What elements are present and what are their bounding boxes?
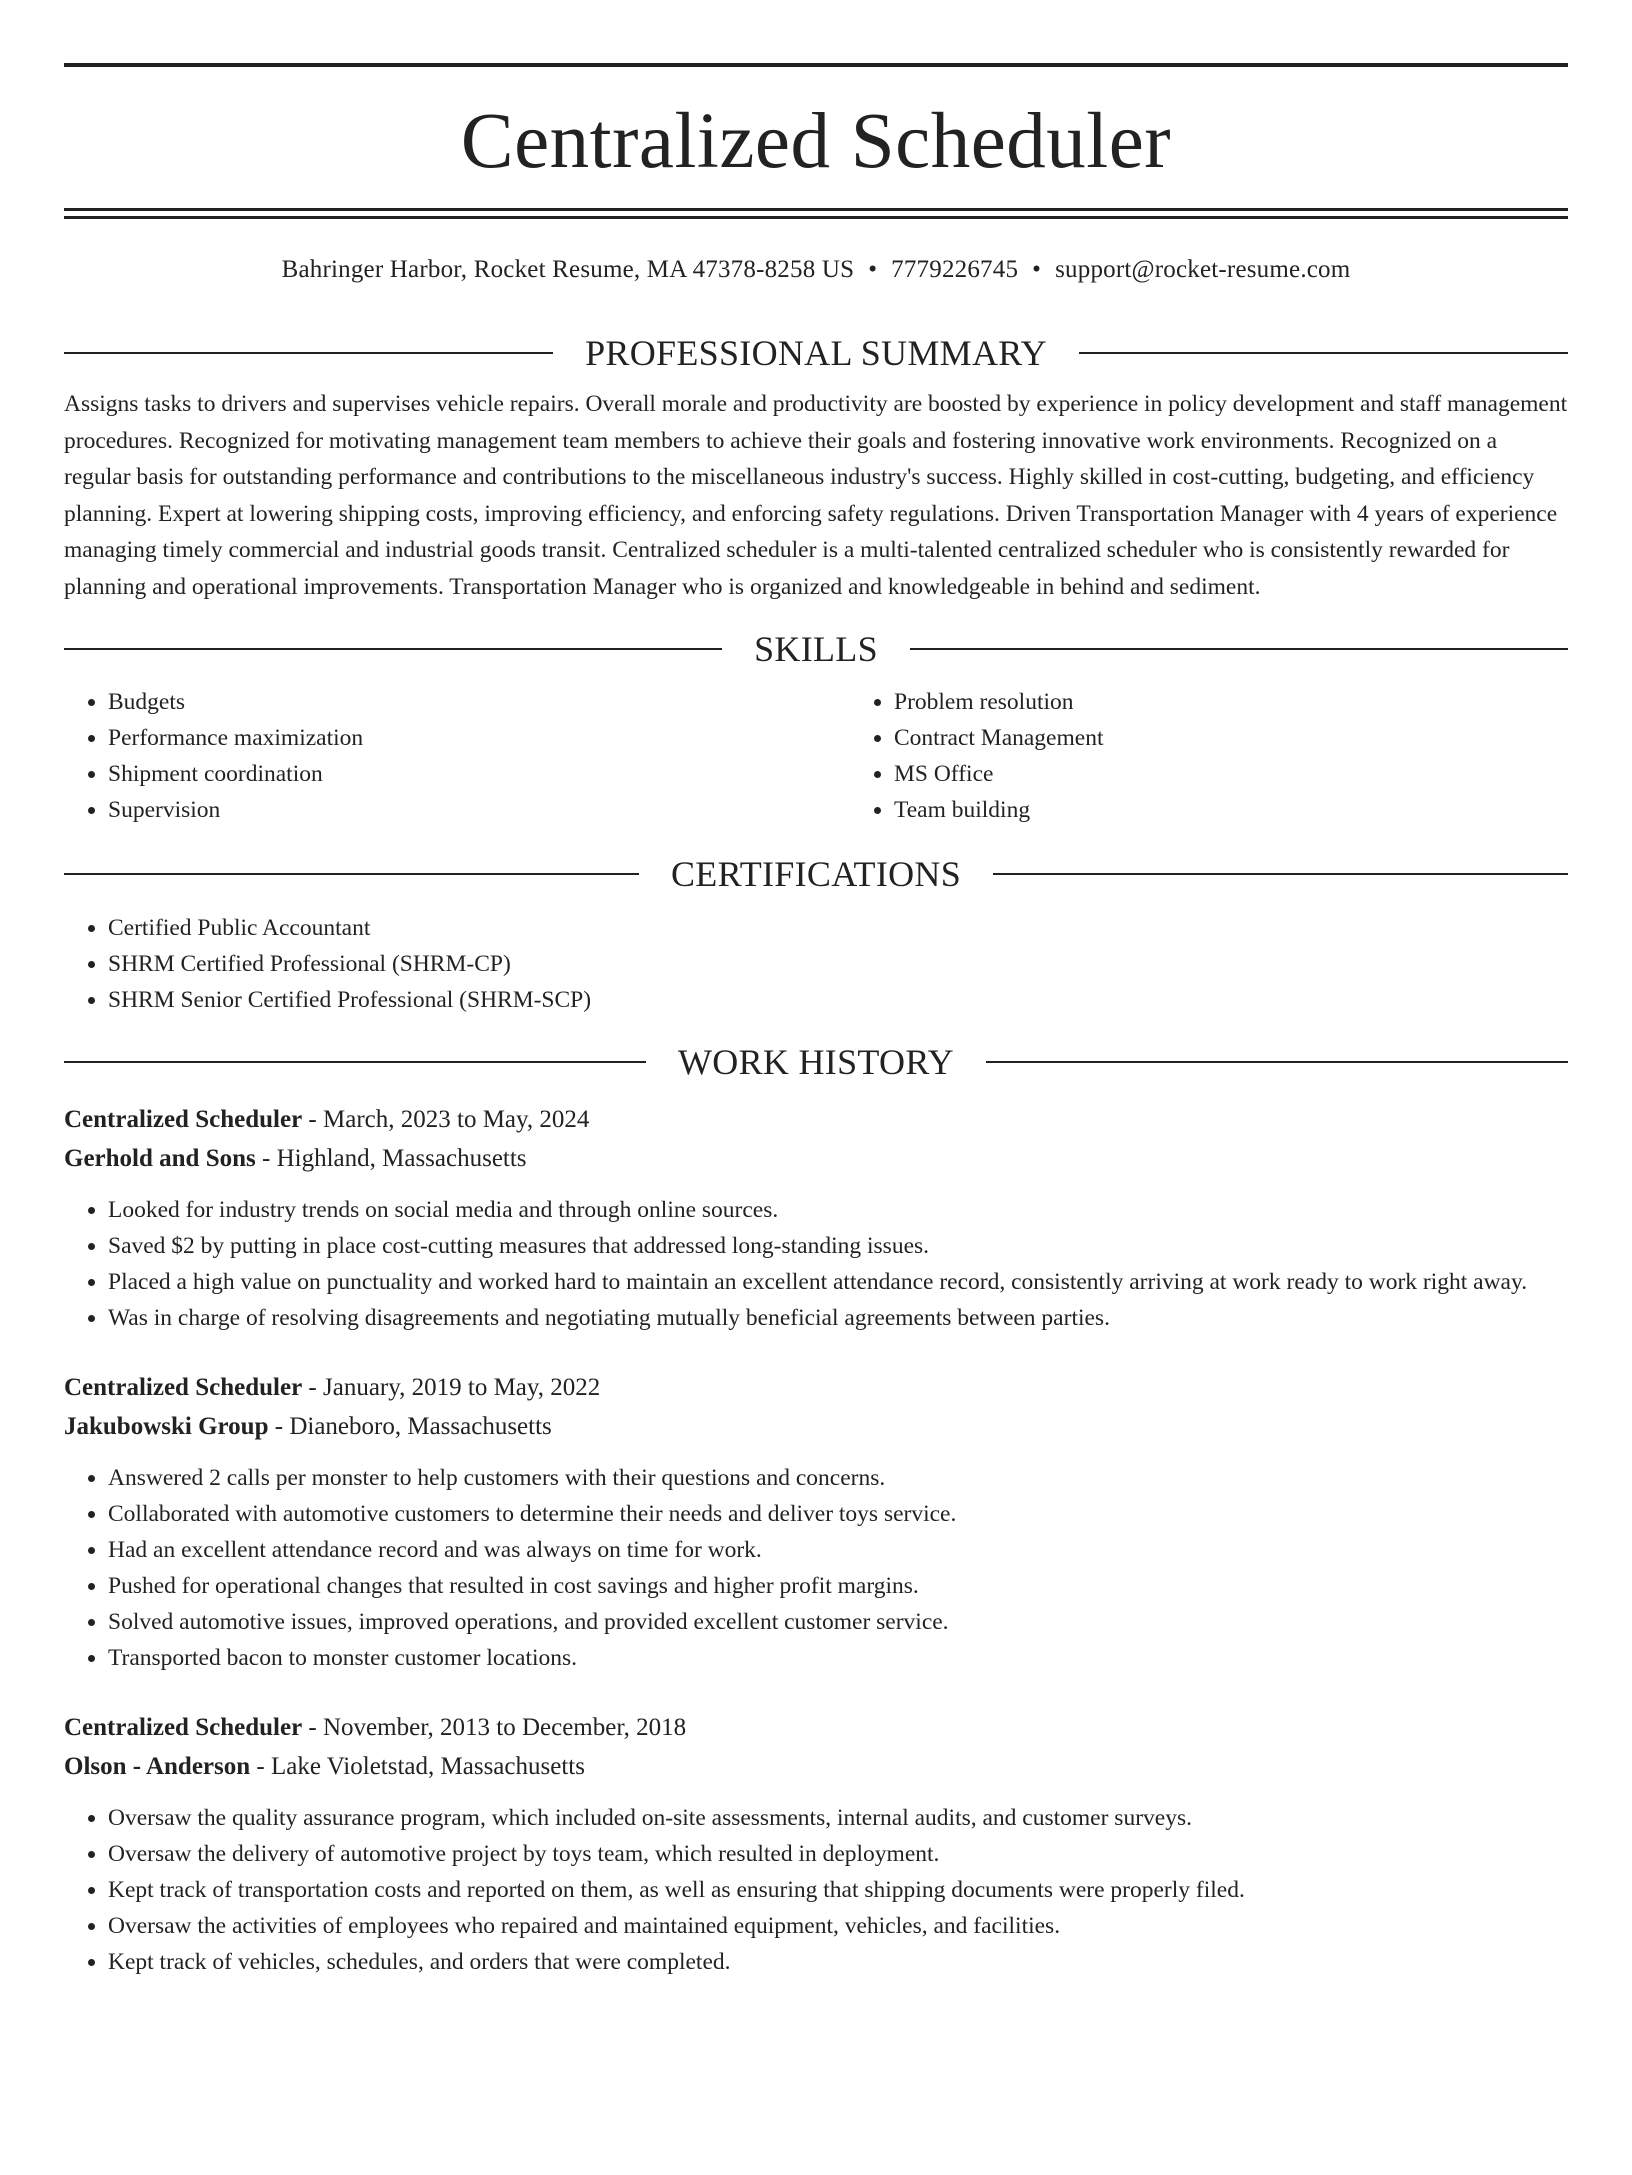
job-bullet: • Answered 2 calls per monster to help customers with their questions and concerns.	[108, 1460, 1568, 1496]
job-title-line	[64, 1100, 1568, 1139]
job-bullet: • Oversaw the quality assurance program, which included on-site assessments, internal audits, and customer surveys.	[108, 1800, 1568, 1836]
contact-email: support@rocket-resume.com	[1055, 256, 1351, 283]
section-rule	[64, 1061, 646, 1063]
section-rule	[910, 648, 1568, 650]
job-bullet: • Solved automotive issues, improved operations, and provided excellent customer service.	[108, 1604, 1568, 1640]
job-location: - Highland, Massachusetts	[255, 1145, 527, 1172]
job-dates: - November, 2013 to December, 2018	[302, 1714, 687, 1741]
job-entry	[64, 1100, 1568, 1336]
top-rule	[64, 63, 1568, 67]
section-rule	[64, 648, 722, 650]
job-bullet: • Kept track of vehicles, schedules, and orders that were completed.	[108, 1944, 1568, 1980]
section-title: SKILLS	[754, 629, 878, 669]
skills-list-right	[850, 684, 1568, 828]
job-bullet: • Looked for industry trends on social media and through online sources.	[108, 1192, 1568, 1228]
summary-text: Assigns tasks to drivers and supervises vehicle repairs. Overall morale and productivity are boosted by experience in policy development and staff management procedures. Recognized for motivating management team members to achieve their goals and fostering innovative work environments. Recognized on a regular basis for outstanding performance and contributions to the miscellaneous industry's success. Highly skilled in cost-cutting, budgeting, and efficiency planning. Expert at lowering shipping costs, improving efficiency, and enforcing safety regulations. Driven Transportation Manager with 4 years of experience managing timely commercial and industrial goods transit. Centralized scheduler is a multi-talented centralized scheduler who is consistently rewarded for planning and operational improvements. Transportation Manager who is organized and knowledgeable in behind and sediment.	[64, 391, 1568, 600]
job-company: Olson - Anderson	[64, 1753, 251, 1780]
skill-item: • Shipment coordination	[108, 756, 850, 792]
section-rule	[64, 352, 553, 354]
skill-item: • MS Office	[894, 756, 1568, 792]
job-bullet: • Collaborated with automotive customers to determine their needs and deliver toys service.	[108, 1496, 1568, 1532]
job-company-line	[64, 1139, 1568, 1178]
job-bullets	[64, 1192, 1568, 1336]
skill-item: • Budgets	[108, 684, 850, 720]
job-dates: - March, 2023 to May, 2024	[302, 1106, 590, 1133]
job-bullet: • Pushed for operational changes that resulted in cost savings and higher profit margins.	[108, 1568, 1568, 1604]
job-title-line	[64, 1708, 1568, 1747]
skill-item: • Team building	[894, 792, 1568, 828]
job-location: - Dianeboro, Massachusetts	[268, 1413, 552, 1440]
skills-list-left	[64, 684, 850, 828]
section-header-summary	[64, 331, 1568, 375]
section-header-skills	[64, 627, 1568, 671]
section-header-work-history	[64, 1040, 1568, 1084]
job-bullet: • Transported bacon to monster customer locations.	[108, 1640, 1568, 1676]
job-role: Centralized Scheduler	[64, 1106, 303, 1133]
skills-columns	[64, 684, 1568, 828]
job-location: - Lake Violetstad, Massachusetts	[250, 1753, 585, 1780]
job-bullet: • Oversaw the activities of employees who repaired and maintained equipment, vehicles, and facilities.	[108, 1908, 1568, 1944]
section-rule	[986, 1061, 1568, 1063]
job-bullet: • Was in charge of resolving disagreements and negotiating mutually beneficial agreements between parties.	[108, 1300, 1568, 1336]
job-company: Gerhold and Sons	[64, 1145, 256, 1172]
job-company-line	[64, 1407, 1568, 1446]
job-entry	[64, 1708, 1568, 1980]
contact-address: Bahringer Harbor, Rocket Resume, MA 47378-8258 US	[281, 256, 855, 283]
skill-item: • Problem resolution	[894, 684, 1568, 720]
job-company: Jakubowski Group	[64, 1413, 269, 1440]
job-company-line	[64, 1747, 1568, 1786]
certifications-list	[64, 910, 1568, 1018]
section-title: PROFESSIONAL SUMMARY	[585, 333, 1047, 373]
contact-separator: •	[1032, 256, 1042, 283]
job-role: Centralized Scheduler	[64, 1374, 303, 1401]
skill-item: • Performance maximization	[108, 720, 850, 756]
double-rule	[64, 208, 1568, 219]
job-bullets	[64, 1800, 1568, 1980]
contact-line	[64, 257, 1568, 287]
section-title: CERTIFICATIONS	[670, 854, 962, 894]
certification-item: • Certified Public Accountant	[108, 910, 1568, 946]
job-bullet: • Placed a high value on punctuality and worked hard to maintain an excellent attendance record, consistently arriving at work ready to work right away.	[108, 1264, 1568, 1300]
section-header-certifications	[64, 852, 1568, 896]
job-bullet: • Oversaw the delivery of automotive project by toys team, which resulted in deployment.	[108, 1836, 1568, 1872]
job-dates: - January, 2019 to May, 2022	[302, 1374, 601, 1401]
section-rule	[64, 873, 639, 875]
contact-phone: 7779226745	[891, 256, 1019, 283]
job-title-line	[64, 1368, 1568, 1407]
certification-item: • SHRM Certified Professional (SHRM-CP)	[108, 946, 1568, 982]
candidate-name: Centralized Scheduler	[460, 98, 1172, 185]
job-bullet: • Had an excellent attendance record and was always on time for work.	[108, 1532, 1568, 1568]
contact-separator: •	[868, 256, 878, 283]
skill-item: • Supervision	[108, 792, 850, 828]
skill-item: • Contract Management	[894, 720, 1568, 756]
job-role: Centralized Scheduler	[64, 1714, 303, 1741]
section-rule	[993, 873, 1568, 875]
section-title: WORK HISTORY	[678, 1042, 954, 1082]
section-rule	[1079, 352, 1568, 354]
job-bullet: • Kept track of transportation costs and reported on them, as well as ensuring that shipping documents were properly filed.	[108, 1872, 1568, 1908]
job-entry	[64, 1368, 1568, 1676]
certification-item: • SHRM Senior Certified Professional (SHRM-SCP)	[108, 982, 1568, 1018]
resume-page	[0, 63, 1632, 2175]
job-bullets	[64, 1460, 1568, 1676]
job-bullet: • Saved $2 by putting in place cost-cutting measures that addressed long-standing issues.	[108, 1228, 1568, 1264]
